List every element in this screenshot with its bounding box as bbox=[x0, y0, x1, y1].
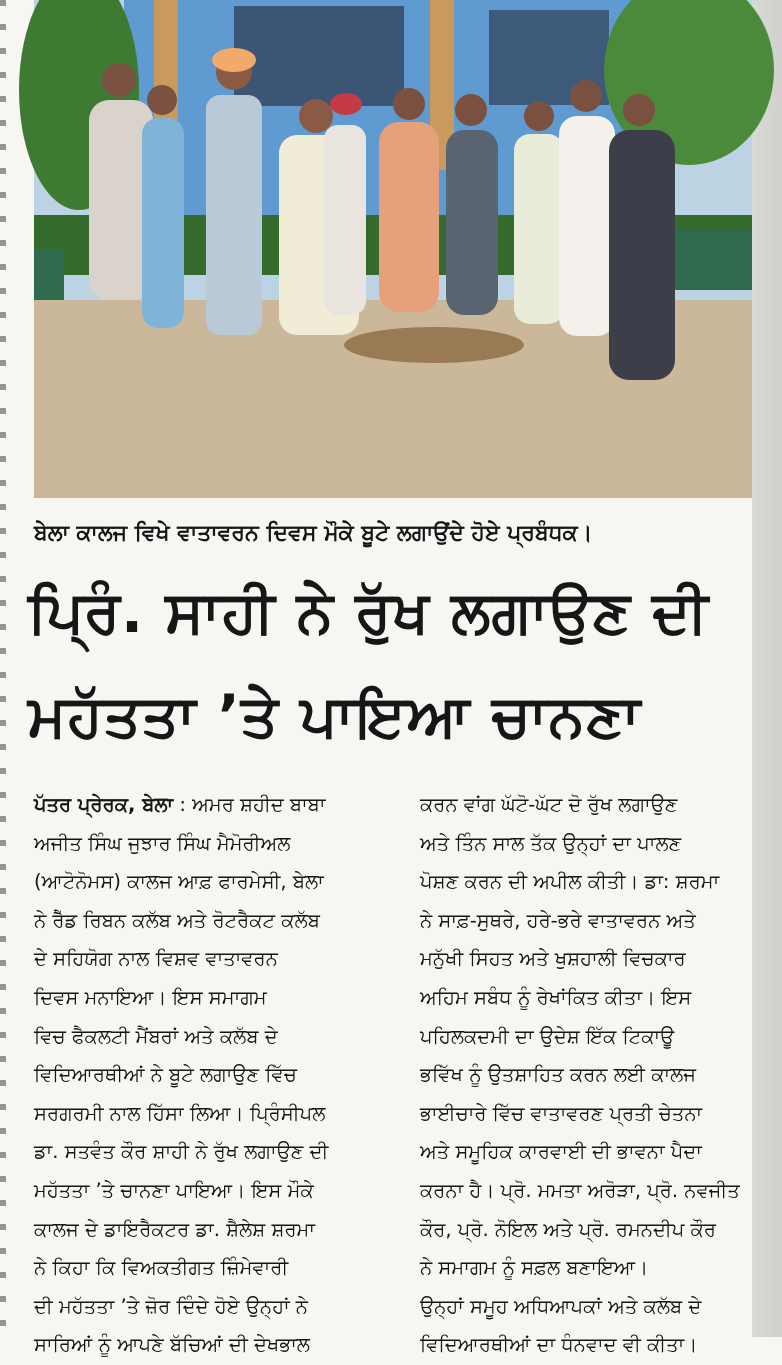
article-column-left bbox=[34, 786, 386, 1357]
article-line: ਭਾਈਚਾਰੇ ਵਿੱਚ ਵਾਤਾਵਰਣ ਪ੍ਰਤੀ ਚੇਤਨਾ bbox=[420, 1101, 703, 1125]
article-line: ਅਤੇ ਸਮੂਹਿਕ ਕਾਰਵਾਈ ਦੀ ਭਾਵਨਾ ਪੈਦਾ bbox=[420, 1140, 702, 1164]
article-line: ਕੌਰ, ਪ੍ਰੋ. ਨੋਇਲ ਅਤੇ ਪ੍ਰੋ. ਰਮਨਦੀਪ ਕੌਰ bbox=[420, 1217, 716, 1241]
article-line: ਸਾਰਿਆਂ ਨੂੰ ਆਪਣੇ ਬੱਚਿਆਂ ਦੀ ਦੇਖਭਾਲ bbox=[34, 1333, 310, 1357]
article-line: (ਆਟੋਨੋਮਸ) ਕਾਲਜ ਆਫ਼ ਫਾਰਮੇਸੀ, ਬੇਲਾ bbox=[34, 870, 324, 894]
article-line: ਨੇ ਕਿਹਾ ਕਿ ਵਿਅਕਤੀਗਤ ਜ਼ਿੰਮੇਵਾਰੀ bbox=[34, 1256, 289, 1280]
article-line: ਅਹਿਮ ਸਬੰਧ ਨੂੰ ਰੇਖਾਂਕਿਤ ਕੀਤਾ। ਇਸ bbox=[420, 985, 692, 1009]
article-line: ਅਤੇ ਤਿੰਨ ਸਾਲ ਤੱਕ ਉਨ੍ਹਾਂ ਦਾ ਪਾਲਣ bbox=[420, 831, 682, 855]
article-line: ਵਿਦਿਆਰਥੀਆਂ ਦਾ ਧੰਨਵਾਦ ਵੀ ਕੀਤਾ। bbox=[420, 1333, 698, 1357]
article-line: ਵਿਦਿਆਰਥੀਆਂ ਨੇ ਬੂਟੇ ਲਗਾਉਣ ਵਿੱਚ bbox=[34, 1063, 297, 1087]
article-line: ਮਨੁੱਖੀ ਸਿਹਤ ਅਤੇ ਖੁਸ਼ਹਾਲੀ ਵਿਚਕਾਰ bbox=[420, 947, 686, 971]
headline-line-2: ਮਹੱਤਤਾ ’ਤੇ ਪਾਇਆ ਚਾਨਣਾ bbox=[28, 682, 642, 750]
article-line: ਦਿਵਸ ਮਨਾਇਆ। ਇਸ ਸਮਾਗਮ bbox=[34, 985, 267, 1009]
news-photo bbox=[34, 0, 752, 498]
article-line: ਪਹਿਲਕਦਮੀ ਦਾ ਉਦੇਸ਼ ਇੱਕ ਟਿਕਾਊ bbox=[420, 1024, 675, 1048]
article-line: ਨੇ ਰੈੱਡ ਰਿਬਨ ਕਲੱਬ ਅਤੇ ਰੋਟਰੈਕਟ ਕਲੱਬ bbox=[34, 908, 320, 932]
article-line: ਉਨ੍ਹਾਂ ਸਮੂਹ ਅਧਿਆਪਕਾਂ ਅਤੇ ਕਲੱਬ ਦੇ bbox=[420, 1294, 702, 1318]
article-line: ਨੇ ਸਮਾਗਮ ਨੂੰ ਸਫ਼ਲ ਬਣਾਇਆ। bbox=[420, 1256, 649, 1280]
article-line: ਪੋਸ਼ਣ ਕਰਨ ਦੀ ਅਪੀਲ ਕੀਤੀ। ਡਾ: ਸ਼ਰਮਾ bbox=[420, 870, 720, 894]
article-line: ਦੇ ਸਹਿਯੋਗ ਨਾਲ ਵਿਸ਼ਵ ਵਾਤਾਵਰਨ bbox=[34, 947, 278, 971]
page-edge-rule bbox=[0, 0, 6, 1337]
article-line: ਮਹੱਤਤਾ ’ਤੇ ਚਾਨਣਾ ਪਾਇਆ। ਇਸ ਮੌਕੇ bbox=[34, 1178, 314, 1202]
article-line-text: : ਅਮਰ ਸ਼ਹੀਦ ਬਾਬਾ bbox=[173, 793, 326, 816]
article-line: ਅਜੀਤ ਸਿੰਘ ਜੁਝਾਰ ਸਿੰਘ ਮੈਮੋਰੀਅਲ bbox=[34, 831, 291, 855]
article-column-right bbox=[420, 786, 772, 1357]
article-line bbox=[34, 786, 386, 825]
article-line: ਨੇ ਸਾਫ਼-ਸੁਥਰੇ, ਹਰੇ-ਭਰੇ ਵਾਤਾਵਰਨ ਅਤੇ bbox=[420, 908, 696, 932]
headline-line-1: ਪ੍ਰਿੰ. ਸਾਹੀ ਨੇ ਰੁੱਖ ਲਗਾਉਣ ਦੀ bbox=[28, 578, 710, 646]
article-line: ਵਿਚ ਫੈਕਲਟੀ ਮੈਂਬਰਾਂ ਅਤੇ ਕਲੱਬ ਦੇ bbox=[34, 1024, 278, 1048]
article-line: ਕਰਨ ਵਾਂਗ ਘੱਟੋ-ਘੱਟ ਦੋ ਰੁੱਖ ਲਗਾਉਣ bbox=[420, 793, 678, 816]
article-line: ਕਰਨਾ ਹੈ। ਪ੍ਰੋ. ਮਮਤਾ ਅਰੋੜਾ, ਪ੍ਰੋ. ਨਵਜੀਤ bbox=[420, 1178, 740, 1202]
article-line: ਡਾ. ਸਤਵੰਤ ਕੌਰ ਸ਼ਾਹੀ ਨੇ ਰੁੱਖ ਲਗਾਉਣ ਦੀ bbox=[34, 1140, 329, 1164]
article-line: ਸਰਗਰਮੀ ਨਾਲ ਹਿੱਸਾ ਲਿਆ। ਪ੍ਰਿੰਸੀਪਲ bbox=[34, 1101, 326, 1125]
article-line: ਦੀ ਮਹੱਤਤਾ ’ਤੇ ਜ਼ੋਰ ਦਿੰਦੇ ਹੋਏ ਉਨ੍ਹਾਂ ਨੇ bbox=[34, 1294, 308, 1318]
article-line: ਭਵਿੱਖ ਨੂੰ ਉਤਸ਼ਾਹਿਤ ਕਰਨ ਲਈ ਕਾਲਜ bbox=[420, 1063, 696, 1087]
article-line: ਕਾਲਜ ਦੇ ਡਾਇਰੈਕਟਰ ਡਾ. ਸ਼ੈਲੇਸ਼ ਸ਼ਰਮਾ bbox=[34, 1217, 315, 1241]
byline: ਪੱਤਰ ਪ੍ਰੇਰਕ, ਬੇਲਾ bbox=[34, 793, 174, 816]
photo-caption: ਬੇਲਾ ਕਾਲਜ ਵਿਖੇ ਵਾਤਾਵਰਨ ਦਿਵਸ ਮੌਕੇ ਬੂਟੇ ਲਗਾਉਂਦੇ ਹੋਏ ਪ੍ਰਬੰਧਕ। bbox=[34, 521, 593, 546]
